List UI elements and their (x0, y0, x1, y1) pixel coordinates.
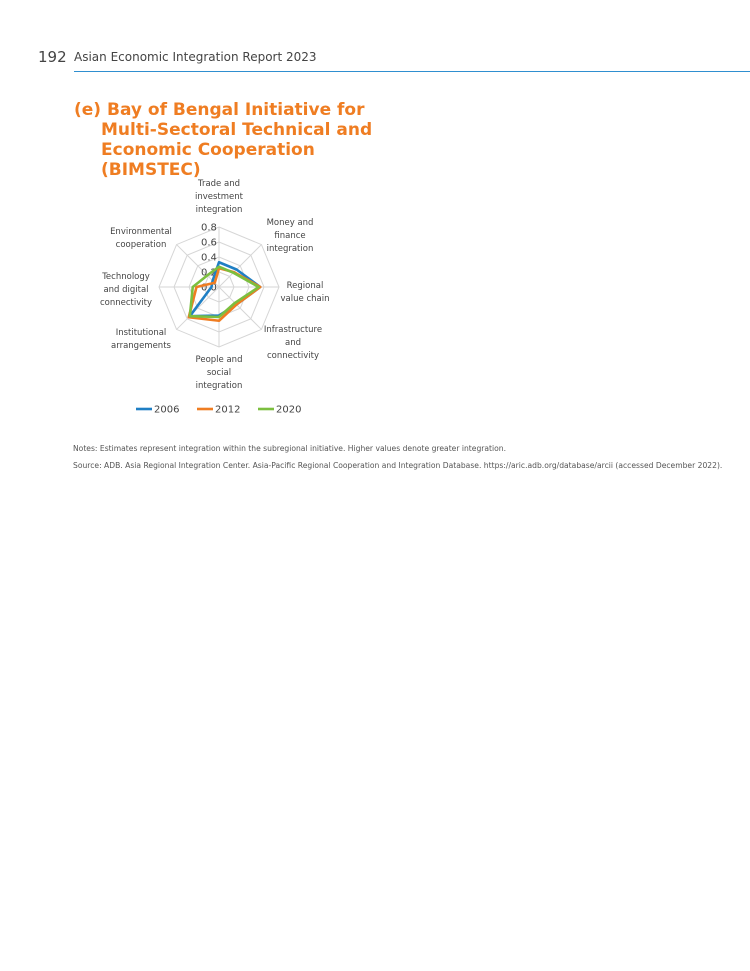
axis-label: Infrastructure and connectivity (263, 325, 323, 361)
chart-title: (e) Bay of Bengal Initiative for Multi-Sectoral Technical and Economic Cooperation (BIMSTEC) (74, 100, 373, 180)
radar-series (189, 262, 260, 321)
chart-legend (136, 405, 301, 416)
axis-label: Institutional arrangements (111, 328, 171, 351)
legend-label-2012: 2012 (215, 404, 241, 416)
axis-label: Technology and digital connectivity (99, 272, 153, 308)
radial-tick-label: 0.0 (201, 282, 217, 294)
legend-label-2020: 2020 (276, 404, 302, 416)
radial-tick-label: 0.4 (201, 252, 217, 264)
axis-label: Environmental cooperation (110, 227, 172, 250)
axis-label: People and social integration (195, 355, 243, 391)
radial-tick-label: 0.6 (201, 237, 217, 249)
notes-block (73, 443, 733, 477)
axis-label: Trade and investment integration (195, 179, 243, 215)
legend-label-2006: 2006 (154, 404, 180, 416)
radial-tick-label: 0.2 (201, 267, 217, 279)
axis-label: Money and finance integration (266, 218, 314, 254)
radial-tick-label: 0.8 (201, 222, 217, 234)
page-number: 192 (38, 48, 67, 66)
source-text: Source: ADB. Asia Regional Integration Center. Asia-Pacific Regional Cooperation and Integration Database. https://aric.adb.org/database/arcii (accessed December 2022). (73, 461, 723, 470)
notes-text: Notes: Estimates represent integration within the subregional initiative. Higher values denote greater integration. (73, 444, 507, 453)
axis-label: Regional value chain (280, 281, 330, 304)
report-title: Asian Economic Integration Report 2023 (74, 50, 317, 64)
